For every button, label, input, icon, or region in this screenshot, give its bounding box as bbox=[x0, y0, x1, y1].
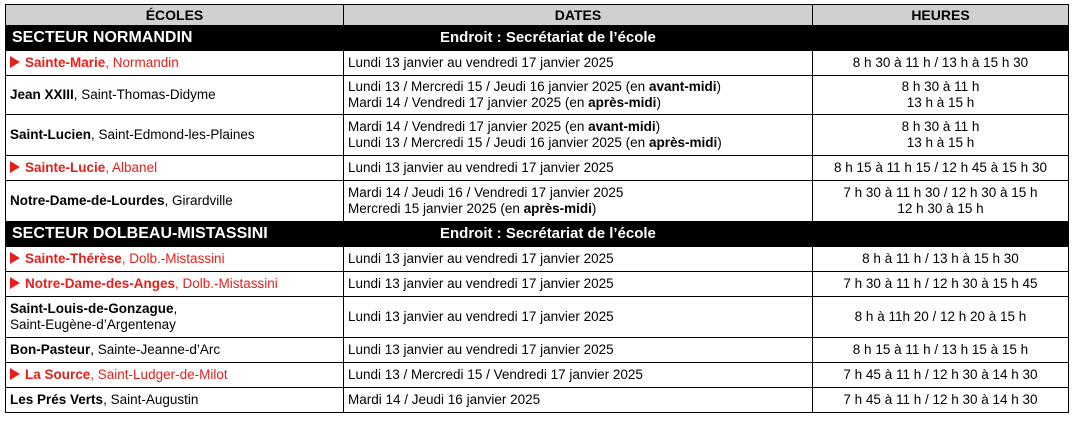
header-row bbox=[6, 5, 1069, 26]
school-cell bbox=[6, 115, 344, 156]
dates-cell: Lundi 13 janvier au vendredi 17 janvier 2025 bbox=[344, 297, 813, 338]
table-row bbox=[6, 363, 1069, 388]
school-name: Jean XXIII bbox=[10, 87, 74, 102]
school-cell bbox=[6, 247, 344, 272]
hours-cell: 8 h 15 à 11 h / 13 h 15 à 15 h bbox=[813, 338, 1069, 363]
school-town: , Saint-Augustin bbox=[103, 392, 199, 407]
dates-cell: Mardi 14 / Jeudi 16 janvier 2025 bbox=[344, 388, 813, 413]
hours-cell: 7 h 30 à 11 h / 12 h 30 à 15 h 45 bbox=[813, 272, 1069, 297]
hours-cell: 7 h 30 à 11 h 30 / 12 h 30 à 15 h 12 h 30 à 15 h bbox=[813, 181, 1069, 222]
school-cell bbox=[6, 76, 344, 115]
red-triangle-icon bbox=[10, 277, 20, 289]
hours-cell: 8 h 15 à 11 h 15 / 12 h 45 à 15 h 30 bbox=[813, 156, 1069, 181]
school-town-2: Saint-Eugène-d’Argentenay bbox=[10, 317, 176, 332]
school-name: Bon-Pasteur bbox=[10, 342, 91, 357]
sector-location: Endroit : Secrétariat de l’école bbox=[344, 26, 1069, 51]
table-row bbox=[6, 297, 1069, 338]
hours-cell: 8 h 30 à 11 h / 13 h à 15 h 30 bbox=[813, 51, 1069, 76]
school-town: , bbox=[173, 301, 178, 316]
school-town: , Saint-Thomas-Didyme bbox=[73, 87, 216, 102]
school-name: Notre-Dame-des-Anges bbox=[25, 276, 176, 291]
school-cell bbox=[6, 363, 344, 388]
red-triangle-icon bbox=[10, 252, 20, 264]
sector-location: Endroit : Secrétariat de l’école bbox=[344, 222, 1069, 247]
school-name: Les Prés Verts bbox=[10, 392, 104, 407]
dates-cell: Lundi 13 janvier au vendredi 17 janvier 2025 bbox=[344, 338, 813, 363]
table-row bbox=[6, 115, 1069, 156]
header-dates: DATES bbox=[344, 5, 813, 26]
table-row bbox=[6, 338, 1069, 363]
school-town: , Girardville bbox=[164, 193, 233, 208]
school-cell bbox=[6, 181, 344, 222]
school-cell bbox=[6, 297, 344, 338]
school-cell bbox=[6, 272, 344, 297]
school-town: , Dolb.-Mistassini bbox=[121, 251, 225, 266]
sector-name: SECTEUR DOLBEAU-MISTASSINI bbox=[6, 222, 344, 247]
school-town: , Sainte-Jeanne-d’Arc bbox=[90, 342, 221, 357]
dates-cell: Mardi 14 / Jeudi 16 / Vendredi 17 janvier 2025 Mercredi 15 janvier 2025 (en après-midi) bbox=[344, 181, 813, 222]
dates-cell: Mardi 14 / Vendredi 17 janvier 2025 (en avant-midi) Lundi 13 / Mercredi 15 / Jeudi 16 janvier 2025 (en après-midi) bbox=[344, 115, 813, 156]
school-cell bbox=[6, 388, 344, 413]
table-row bbox=[6, 156, 1069, 181]
hours-cell: 8 h 30 à 11 h 13 h à 15 h bbox=[813, 76, 1069, 115]
school-cell bbox=[6, 156, 344, 181]
red-triangle-icon bbox=[10, 161, 20, 173]
school-name: Saint-Louis-de-Gonzague bbox=[10, 301, 174, 316]
school-name: Notre-Dame-de-Lourdes bbox=[10, 193, 165, 208]
school-town: , Albanel bbox=[105, 160, 158, 175]
hours-cell: 7 h 45 à 11 h / 12 h 30 à 14 h 30 bbox=[813, 388, 1069, 413]
school-town: , Saint-Ludger-de-Milot bbox=[90, 367, 228, 382]
dates-cell: Lundi 13 / Mercredi 15 / Vendredi 17 janvier 2025 bbox=[344, 363, 813, 388]
school-town: , Dolb.-Mistassini bbox=[175, 276, 278, 291]
dates-cell: Lundi 13 / Mercredi 15 / Jeudi 16 janvier 2025 (en avant-midi) Mardi 14 / Vendredi 17 janvier 2025 (en après-midi) bbox=[344, 76, 813, 115]
dates-cell: Lundi 13 janvier au vendredi 17 janvier 2025 bbox=[344, 272, 813, 297]
school-name: Saint-Lucien bbox=[10, 127, 92, 142]
school-town: , Normandin bbox=[105, 55, 179, 70]
red-triangle-icon bbox=[10, 56, 20, 68]
table-row bbox=[6, 76, 1069, 115]
school-cell bbox=[6, 51, 344, 76]
table-row bbox=[6, 181, 1069, 222]
table-row bbox=[6, 388, 1069, 413]
sector-dolbeau-row bbox=[6, 222, 1069, 247]
sector-normandin-row bbox=[6, 26, 1069, 51]
table-row bbox=[6, 272, 1069, 297]
school-name: La Source bbox=[25, 367, 91, 382]
school-name: Sainte-Marie bbox=[25, 55, 106, 70]
school-name: Sainte-Lucie bbox=[25, 160, 106, 175]
dates-cell: Lundi 13 janvier au vendredi 17 janvier 2025 bbox=[344, 156, 813, 181]
table-row bbox=[6, 247, 1069, 272]
school-name: Sainte-Thérèse bbox=[25, 251, 122, 266]
header-heures: HEURES bbox=[813, 5, 1069, 26]
hours-cell: 8 h 30 à 11 h 13 h à 15 h bbox=[813, 115, 1069, 156]
dates-cell: Lundi 13 janvier au vendredi 17 janvier 2025 bbox=[344, 51, 813, 76]
sector-name: SECTEUR NORMANDIN bbox=[6, 26, 344, 51]
hours-cell: 8 h à 11 h / 13 h à 15 h 30 bbox=[813, 247, 1069, 272]
header-ecoles: ÉCOLES bbox=[6, 5, 344, 26]
schedule-table bbox=[5, 4, 1069, 413]
hours-cell: 7 h 45 à 11 h / 12 h 30 à 14 h 30 bbox=[813, 363, 1069, 388]
hours-cell: 8 h à 11h 20 / 12 h 20 à 15 h bbox=[813, 297, 1069, 338]
school-cell bbox=[6, 338, 344, 363]
table-row bbox=[6, 51, 1069, 76]
red-triangle-icon bbox=[10, 368, 20, 380]
school-town: , Saint-Edmond-les-Plaines bbox=[91, 127, 255, 142]
dates-cell: Lundi 13 janvier au vendredi 17 janvier 2025 bbox=[344, 247, 813, 272]
